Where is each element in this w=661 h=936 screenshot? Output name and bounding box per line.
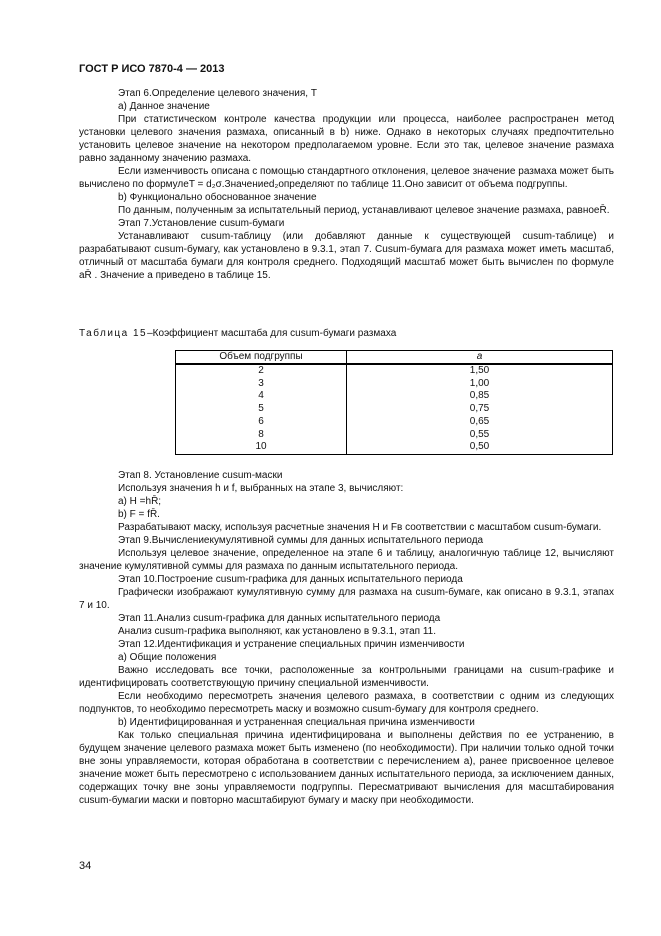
paragraph: Этап 6.Определение целевого значения, T [118,88,317,99]
paragraph: Если необходимо пересмотреть значения целевого размаха, в соответствии с одним из следующих подпунктов, то необходимо пересмотреть маску и возможно cusum-бумагу для контроля среднего. [79,691,614,715]
paragraph: Этап 12.Идентификация и устранение специальных причин изменчивости [118,639,465,650]
table-row [176,441,613,454]
paragraph: Важно исследовать все точки, расположенные за контрольными границами на cusum-графике и идентифицировать соответствующую причину специальной изменчивости. [79,665,614,689]
paragraph: Используя целевое значение, определенное на этапе 6 и таблицу, аналогичную таблице 12, вычисляют значение кумулятивной суммы для размаха по данным испытательного периода. [79,548,614,572]
column-header-a: a [347,351,613,365]
paragraph: а) Данное значение [118,101,210,112]
paragraph: Этап 8. Установление cusum-маски [118,470,283,481]
paragraph: Если изменчивость описана с помощью стандартного отклонения, целевое значение размаха может быть вычислено по формулеT = d₂σ.Значениеd₂определяют по таблице 11.Оно зависит от объема подгруппы. [79,166,614,190]
cell-a-value: 0,65 [347,416,613,429]
scale-factor-table [175,350,613,455]
text-block-upper [79,87,614,282]
cell-a-value: 0,50 [347,441,613,454]
table-row [176,378,613,391]
cell-subgroup-size: 2 [176,364,347,378]
paragraph: а) Общие положения [118,652,217,663]
cell-a-value: 1,50 [347,364,613,378]
cell-subgroup-size: 6 [176,416,347,429]
cell-a-value: 0,85 [347,390,613,403]
cell-subgroup-size: 3 [176,378,347,391]
table-row [176,403,613,416]
text-block-lower [79,469,614,807]
table-caption-prefix: Таблица 15 [79,328,148,339]
page-number: 34 [79,860,92,872]
paragraph: Как только специальная причина идентифицирована и выполнены действия по ее устранению, в будущем значение целевого размаха может быть изменено (по необходимости). При наличии только одной точки вне зоны управляемости, которая обработана в соответствии с перечислением а), ранее присвоенное целевое значение может быть пересмотрено с использованием данных испытательного периода, за исключением данных, содержащих точку вне зоны управляемости подгруппы. Пересматривают вычисления для масштабирования cusum-бумагии маски и повторно масштабируют бумагу и маску при необходимости. [79,730,614,806]
document-header: ГОСТ Р ИСО 7870-4 — 2013 [79,63,225,75]
table-caption-title: –Коэффициент масштаба для cusum-бумаги размаха [147,328,397,339]
paragraph: а) H =hR̄; [118,496,162,507]
paragraph: Используя значения h и f, выбранных на этапе 3, вычисляют: [118,483,404,494]
paragraph: b) Идентифицированная и устраненная специальная причина изменчивости [118,717,475,728]
cell-a-value: 0,75 [347,403,613,416]
table-row [176,364,613,378]
paragraph: b) F = fR̄. [118,509,160,520]
cell-subgroup-size: 10 [176,441,347,454]
table-row [176,429,613,442]
paragraph: По данным, полученным за испытательный период, устанавливают целевое значение размаха, равноеR̄. [118,205,610,216]
paragraph: Этап 10.Построение cusum-графика для данных испытательного периода [118,574,463,585]
cell-a-value: 1,00 [347,378,613,391]
paragraph: Устанавливают cusum-таблицу (или добавляют данные к существующей cusum-таблице) и разрабатывают cusum-бумагу, как установлено в 9.3.1, этап 7. Cusum-бумага для размаха может иметь масштаб, отличный от масштаба бумаги для контроля среднего. Подходящий масштаб может быть вычислен по формуле aR̄ . Значение a приведено в таблице 15. [79,231,614,281]
paragraph: Этап 11.Анализ cusum-графика для данных испытательного периода [118,613,441,624]
paragraph: Анализ cusum-графика выполняют, как установлено в 9.3.1, этап 11. [118,626,436,637]
paragraph: Этап 9.Вычислениекумулятивной суммы для данных испытательного периода [118,535,484,546]
table-caption [79,328,396,339]
paragraph: Этап 7.Установление cusum-бумаги [118,218,285,229]
paragraph: b) Функционально обоснованное значение [118,192,317,203]
paragraph: Разрабатывают маску, используя расчетные значения H и Fв соответствии с масштабом cusum-бумаги. [118,522,602,533]
paragraph: При статистическом контроле качества продукции или процесса, наиболее распространен метод установки целевого значения размаха, описанный в b) ниже. Однако в некоторых случаях предпочтительно установить целевое значение на некотором предполагаемом уровне. Если это так, целевое значение размаха равно заданному значению размаха. [79,114,614,164]
cell-a-value: 0,55 [347,429,613,442]
table-row [176,416,613,429]
cell-subgroup-size: 5 [176,403,347,416]
column-header-subgroup-size: Объем подгруппы [176,351,347,365]
table-row [176,390,613,403]
cell-subgroup-size: 4 [176,390,347,403]
paragraph: Графически изображают кумулятивную сумму для размаха на cusum-бумаге, как описано в 9.3.1, этапах 7 и 10. [79,587,614,611]
table-header-row [176,351,613,365]
cell-subgroup-size: 8 [176,429,347,442]
